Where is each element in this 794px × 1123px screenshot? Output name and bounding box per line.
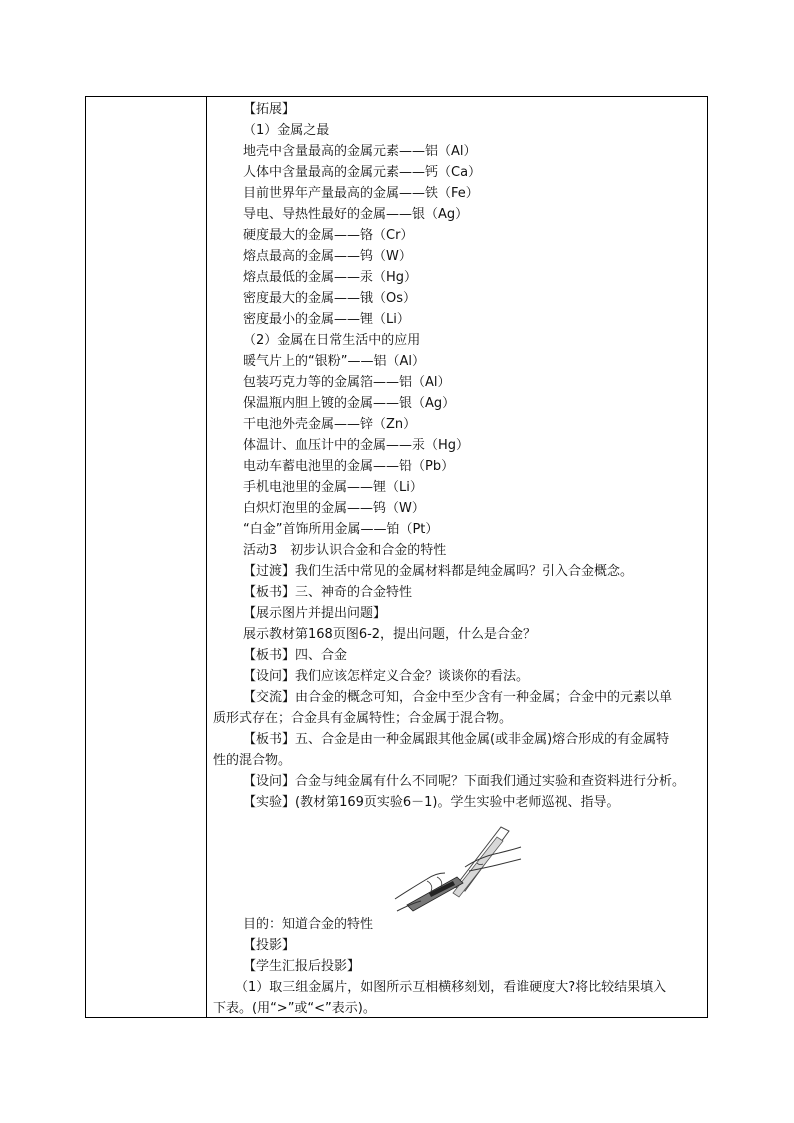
text-line: 白炽灯泡里的金属——钨（W）	[243, 501, 425, 516]
text-line: 【设问】我们应该怎样定义合金？谈谈你的看法。	[243, 669, 530, 684]
text-line: 密度最大的金属——锇（Os）	[243, 291, 417, 306]
text-line: 熔点最高的金属——钨（W）	[243, 249, 412, 264]
text-line: 【拓展】	[243, 102, 296, 117]
text-line: 展示教材第168页图6-2，提出问题，什么是合金？	[243, 627, 537, 642]
text-line: 人体中含量最高的金属元素——钙（Ca）	[243, 165, 482, 180]
text-line: 导电、导热性最好的金属——银（Ag）	[243, 207, 469, 222]
text-line: “白金”首饰所用金属——铂（Pt）	[243, 522, 439, 537]
hand-scratching-metal-illustration	[393, 819, 523, 914]
text-line: 地壳中含量最高的金属元素——铝（Al）	[243, 144, 477, 159]
text-line: 【过渡】我们生活中常见的金属材料都是纯金属吗？引入合金概念。	[243, 564, 634, 579]
content-cell	[207, 97, 707, 1017]
text-line: 【展示图片并提出问题】	[243, 606, 387, 621]
text-line: 目前世界年产量最高的金属——铁（Fe）	[243, 186, 479, 201]
text-line: 【板书】四、合金	[243, 648, 348, 663]
text-line: 包装巧克力等的金属箔——铝（Al）	[243, 375, 451, 390]
text-line: 【交流】由合金的概念可知，合金中至少含有一种金属；合金中的元素以单	[243, 690, 673, 705]
text-line: 硬度最大的金属——铬（Cr）	[243, 228, 414, 243]
section-heading: 活动3 初步认识合金和合金的特性	[243, 543, 447, 558]
left-column-cell	[86, 97, 207, 1017]
text-line: 手机电池里的金属——锂（Li）	[243, 480, 423, 495]
text-line: 体温计、血压计中的金属——汞（Hg）	[243, 438, 470, 453]
text-line: 【板书】三、神奇的合金特性	[243, 585, 413, 600]
text-line: 目的：知道合金的特性	[243, 917, 374, 932]
text-line: 熔点最低的金属——汞（Hg）	[243, 270, 418, 285]
text-line: 【投影】	[243, 938, 296, 953]
text-line: 【设问】合金与纯金属有什么不同呢？下面我们通过实验和查资料进行分析。	[243, 774, 686, 789]
text-line: （1）金属之最	[243, 123, 330, 138]
text-line: 干电池外壳金属——锌（Zn）	[243, 417, 417, 432]
text-line: 电动车蓄电池里的金属——铅（Pb）	[243, 459, 455, 474]
text-line: 【实验】(教材第169页实验6－1)。学生实验中老师巡视、指导。	[243, 795, 620, 810]
text-line: 【板书】五、合金是由一种金属跟其他金属(或非金属)熔合形成的有金属特	[243, 732, 670, 747]
text-line: 暖气片上的“银粉”——铝（Al）	[243, 354, 425, 369]
text-line: （2）金属在日常生活中的应用	[243, 333, 421, 348]
text-line: 性的混合物。	[213, 753, 292, 768]
text-line: 保温瓶内胆上镀的金属——银（Ag）	[243, 396, 456, 411]
text-line: （1）取三组金属片，如图所示互相横移刻划，看谁硬度大?将比较结果填入	[235, 980, 667, 995]
lesson-table	[85, 96, 708, 1018]
text-line: 【学生汇报后投影】	[243, 959, 361, 974]
text-line: 质形式存在；合金具有金属特性；合金属于混合物。	[213, 711, 513, 726]
text-line: 密度最小的金属——锂（Li）	[243, 312, 410, 327]
text-line: 下表。(用“>”或“<”表示)。	[213, 1001, 376, 1016]
